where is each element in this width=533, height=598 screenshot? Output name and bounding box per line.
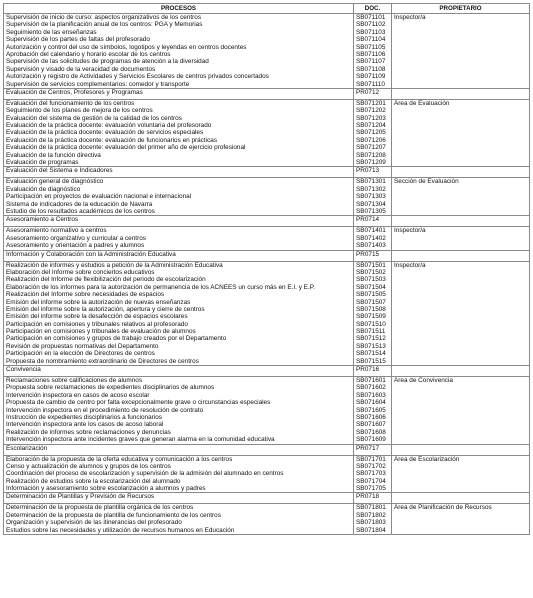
doc-code: SB071701 — [356, 455, 386, 463]
doc-code-list — [354, 178, 392, 216]
doc-code: SB071510 — [356, 320, 386, 328]
process-name: Participación en proyectos de evaluación nacional e internacional — [6, 193, 192, 201]
doc-code: SB071511 — [356, 328, 386, 336]
section-items-row — [4, 261, 530, 365]
owner: Área de Escolarización — [392, 455, 530, 493]
process-list — [4, 99, 354, 167]
process-list — [4, 227, 354, 250]
section-header-row — [4, 366, 530, 377]
doc-code-list — [354, 227, 392, 250]
process-name: Sistema de indicadores de la educación de Navarra — [6, 200, 153, 208]
section-items-row — [4, 377, 530, 445]
process-list — [4, 377, 354, 445]
owner: Área de Evaluación — [392, 99, 530, 167]
doc-code-list — [354, 261, 392, 365]
doc-code: SB071502 — [356, 268, 386, 276]
owner: Sección de Evaluación — [392, 178, 530, 216]
header-doc: DOC. — [354, 4, 392, 14]
process-table — [3, 3, 530, 535]
process-name: Elaboración del Informe sobre conciertos educativos — [6, 268, 155, 276]
process-name: Realización de estudios sobre la escolarización del alumnado — [6, 477, 181, 485]
doc-code: SB071601 — [356, 377, 386, 385]
section-title: Escolarización — [4, 444, 354, 455]
section-header-row — [4, 88, 530, 99]
doc-code: SB071304 — [356, 200, 386, 208]
doc-code: SB071801 — [356, 504, 386, 512]
process-name: Determinación de la propuesta de plantilla de funcionamiento de los centros — [6, 511, 221, 519]
doc-code: SB071203 — [356, 114, 386, 122]
doc-code: SB071402 — [356, 234, 386, 242]
doc-code: SB071513 — [356, 342, 386, 350]
section-items-row — [4, 14, 530, 89]
doc-code-list — [354, 14, 392, 89]
doc-code-list — [354, 504, 392, 535]
process-name: Evaluación de la práctica docente: evaluación del primer año de ejercicio profesional — [6, 144, 246, 152]
section-title: Determinación de Plantillas y Previsión de Recursos — [4, 493, 354, 504]
doc-code: SB071507 — [356, 298, 386, 306]
section-items-row — [4, 99, 530, 167]
doc-code: SB071505 — [356, 291, 386, 299]
section-items-row — [4, 455, 530, 493]
process-name: Evaluación del funcionamiento de los centros — [6, 99, 135, 107]
process-name: Autorización y registro de Actividades y Servicios Escolares de centros privados concertados — [6, 73, 269, 81]
section-owner-empty — [392, 250, 530, 261]
doc-code: SB071802 — [356, 511, 386, 519]
doc-code: SB071204 — [356, 122, 386, 130]
doc-code: SB071508 — [356, 305, 386, 313]
process-name: Asesoramiento normativo a centros — [6, 227, 107, 235]
process-name: Evaluación de diagnóstico — [6, 185, 81, 193]
process-name: Asesoramiento organizativo y curricular a centros — [6, 234, 146, 242]
process-name: Supervisión de los partes de faltas del profesorado — [6, 36, 150, 44]
process-name: Evaluación de programas — [6, 159, 79, 167]
doc-code: SB071303 — [356, 193, 386, 201]
process-name: Coordinación del proceso de escolarización y supervisión de la admisión del alumnado en centros — [6, 470, 284, 478]
table-header-row — [4, 4, 530, 14]
process-name: Aprobación del calendario y horario escolar de los centros — [6, 50, 171, 58]
doc-code: SB071603 — [356, 391, 386, 399]
section-header-row — [4, 250, 530, 261]
doc-code: SB071205 — [356, 129, 386, 137]
process-name: Participación en comisiones y grupos de trabajo creados por el Departamento — [6, 335, 227, 343]
doc-code: SB071606 — [356, 413, 386, 421]
section-title: Convivencia — [4, 366, 354, 377]
doc-code: SB071703 — [356, 470, 386, 478]
doc-code: SB071602 — [356, 384, 386, 392]
process-name: Instrucción de expedientes disciplinarios a funcionarios — [6, 413, 162, 421]
process-name: Emisión del informe sobre la autorización de nuevas enseñanzas — [6, 298, 191, 306]
doc-code: SB071103 — [356, 28, 386, 36]
process-name: Participación en la elección de Directores de centros — [6, 350, 155, 358]
section-header-row — [4, 167, 530, 178]
doc-code: SB071509 — [356, 313, 386, 321]
process-name: Participación en comisiones y tribunales relativos al profesorado — [6, 320, 188, 328]
section-owner-empty — [392, 88, 530, 99]
doc-code: SB071609 — [356, 436, 386, 444]
doc-code: SB071704 — [356, 477, 386, 485]
section-owner-empty — [392, 216, 530, 227]
doc-code: SB071105 — [356, 43, 386, 51]
process-name: Reclamaciones sobre calificaciones de alumnos — [6, 377, 143, 385]
section-code: PR0718 — [354, 493, 392, 504]
process-name: Organización y supervisión de las itinerancias del profesorado — [6, 519, 182, 527]
doc-code: SB071207 — [356, 144, 386, 152]
process-name: Realización de informes y estudios a petición de la Administración Educativa — [6, 261, 223, 269]
doc-code: SB071104 — [356, 36, 386, 44]
doc-code: SB071608 — [356, 428, 386, 436]
doc-code: SB071403 — [356, 242, 386, 250]
section-owner-empty — [392, 444, 530, 455]
doc-code: SB071305 — [356, 207, 386, 215]
doc-code: SB071501 — [356, 261, 386, 269]
process-name: Intervención inspectora en casos de acoso escolar — [6, 391, 150, 399]
doc-code: SB071107 — [356, 58, 386, 66]
doc-code: SB071109 — [356, 73, 386, 81]
process-name: Información y asesoramiento sobre escolarización a alumnos y padres — [6, 485, 206, 493]
section-items-row — [4, 504, 530, 535]
header-propietario: PROPIETARIO — [392, 4, 530, 14]
doc-code: SB071202 — [356, 107, 386, 115]
process-name: Participación en comisiones y tribunales de evaluación de alumnos — [6, 328, 196, 336]
header-procesos: PROCESOS — [4, 4, 354, 14]
section-code: PR0717 — [354, 444, 392, 455]
owner: Área de Convivencia — [392, 377, 530, 445]
process-list — [4, 261, 354, 365]
process-name: Supervisión de servicios complementarios: comedor y transporte — [6, 80, 190, 88]
section-title: Evaluación del Sistema e Indicadores — [4, 167, 354, 178]
process-name: Intervención inspectora en el procedimiento de resolución de contrato — [6, 406, 204, 414]
doc-code: SB071209 — [356, 159, 386, 167]
process-name: Realización del Informe sobre necesidades de espacios — [6, 291, 165, 299]
section-title: Evaluación de Centros, Profesores y Programas — [4, 88, 354, 99]
section-header-row — [4, 493, 530, 504]
process-name: Realización del Informe de flexibilización del periodo de escolarización — [6, 276, 206, 284]
section-owner-empty — [392, 493, 530, 504]
doc-code: SB071302 — [356, 185, 386, 193]
doc-code: SB071301 — [356, 178, 386, 186]
process-name: Emisión del informe sobre la autorización, apertura y cierre de centros — [6, 305, 205, 313]
owner: Inspector/a — [392, 227, 530, 250]
process-name: Realización de informes sobre reclamaciones y denuncias — [6, 428, 171, 436]
section-code: PR0715 — [354, 250, 392, 261]
doc-code-list — [354, 455, 392, 493]
process-list — [4, 14, 354, 89]
process-name: Supervisión y visado de la veracidad de documentos — [6, 65, 156, 73]
process-name: Supervisión de inicio de curso: aspectos organizativos de los centros — [6, 14, 202, 21]
process-list — [4, 178, 354, 216]
doc-code: SB071206 — [356, 136, 386, 144]
section-title: Asesoramiento a Centros — [4, 216, 354, 227]
table-body — [4, 14, 530, 535]
doc-code: SB071604 — [356, 399, 386, 407]
process-name: Evaluación de la práctica docente: evaluación voluntaria del profesorado — [6, 122, 212, 130]
section-items-row — [4, 178, 530, 216]
process-name: Evaluación de la práctica docente: evaluación de servicios especiales — [6, 129, 204, 137]
process-name: Propuesta sobre reclamaciones de expedientes disciplinarios de alumnos — [6, 384, 215, 392]
doc-code: SB071804 — [356, 526, 386, 534]
process-name: Seguimiento de los planes de mejora de los centros — [6, 107, 153, 115]
process-name: Censo y actualización de alumnos y grupos de los centros — [6, 462, 171, 470]
doc-code: SB071102 — [356, 21, 386, 29]
doc-code: SB071705 — [356, 485, 386, 493]
section-header-row — [4, 444, 530, 455]
process-name: Elaboración de la propuesta de la oferta educativa y comunicación a los centros — [6, 455, 233, 463]
process-name: Autorización y control del uso de símbolos, logotipos y leyendas en centros docentes — [6, 43, 247, 51]
doc-code: SB071208 — [356, 151, 386, 159]
process-name: Evaluación de la función directiva — [6, 151, 101, 159]
doc-code: SB071504 — [356, 283, 386, 291]
doc-code-list — [354, 99, 392, 167]
doc-code: SB071503 — [356, 276, 386, 284]
process-name: Evaluación del sistema de gestión de la calidad de los centros — [6, 114, 182, 122]
process-name: Evaluación general de diagnóstico — [6, 178, 104, 186]
process-list — [4, 455, 354, 493]
doc-code: SB071702 — [356, 462, 386, 470]
section-header-row — [4, 216, 530, 227]
process-name: Determinación de la propuesta de plantilla orgánica de los centros — [6, 504, 194, 512]
process-name: Supervisión de las solicitudes de programas de atención a la diversidad — [6, 58, 209, 66]
doc-code: SB071401 — [356, 227, 386, 235]
doc-code: SB071201 — [356, 99, 386, 107]
doc-code: SB071106 — [356, 50, 386, 58]
process-name: Supervisión de la planificación anual de los centros: PGA y Memorias — [6, 21, 203, 29]
doc-code: SB071514 — [356, 350, 386, 358]
owner: Área de Planificación de Recursos — [392, 504, 530, 535]
doc-code: SB071605 — [356, 406, 386, 414]
process-name: Intervención inspectora ante incidentes graves que generan alarma en la comunidad educativa — [6, 436, 275, 444]
doc-code: SB071607 — [356, 421, 386, 429]
section-owner-empty — [392, 167, 530, 178]
section-title: Información y Colaboración con la Administración Educativa — [4, 250, 354, 261]
section-code: PR0716 — [354, 366, 392, 377]
process-name: Evaluación de la práctica docente: evaluación de funcionarios en prácticas — [6, 136, 218, 144]
process-name: Asesoramiento y orientación a padres y alumnos — [6, 242, 145, 250]
process-name: Elaboración de los informes para la autorización de permanencia de los ACNEES un curso más en E.I. y E.P. — [6, 283, 315, 291]
doc-code-list — [354, 377, 392, 445]
doc-code: SB071101 — [356, 14, 386, 21]
process-name: Intervención inspectora ante los casos de acoso laboral — [6, 421, 164, 429]
section-code: PR0712 — [354, 88, 392, 99]
process-name: Estudios sobre las necesidades y utilización de recursos humanos en Educación — [6, 526, 235, 534]
process-list — [4, 504, 354, 535]
doc-code: SB071515 — [356, 357, 386, 365]
owner: Inspector/a — [392, 14, 530, 89]
process-name: Estudio de los resultados académicos de los centros — [6, 207, 155, 215]
process-name: Revisión de propuestas normativas del Departamento — [6, 342, 159, 350]
doc-code: SB071110 — [356, 80, 385, 88]
process-name: Seguimiento de las enseñanzas — [6, 28, 97, 36]
doc-code: SB071108 — [356, 65, 386, 73]
process-name: Propuesta de nombramiento extraordinario de Directores de centros — [6, 357, 199, 365]
owner: Inspector/a — [392, 261, 530, 365]
doc-code: SB071512 — [356, 335, 386, 343]
section-owner-empty — [392, 366, 530, 377]
section-code: PR0714 — [354, 216, 392, 227]
section-code: PR0713 — [354, 167, 392, 178]
process-name: Propuesta de cambio de centro por falta excepcionalmente grave o circunstancias especiales — [6, 399, 271, 407]
section-items-row — [4, 227, 530, 250]
doc-code: SB071803 — [356, 519, 386, 527]
process-name: Emisión del informe sobre la desafección de espacios escolares — [6, 313, 188, 321]
